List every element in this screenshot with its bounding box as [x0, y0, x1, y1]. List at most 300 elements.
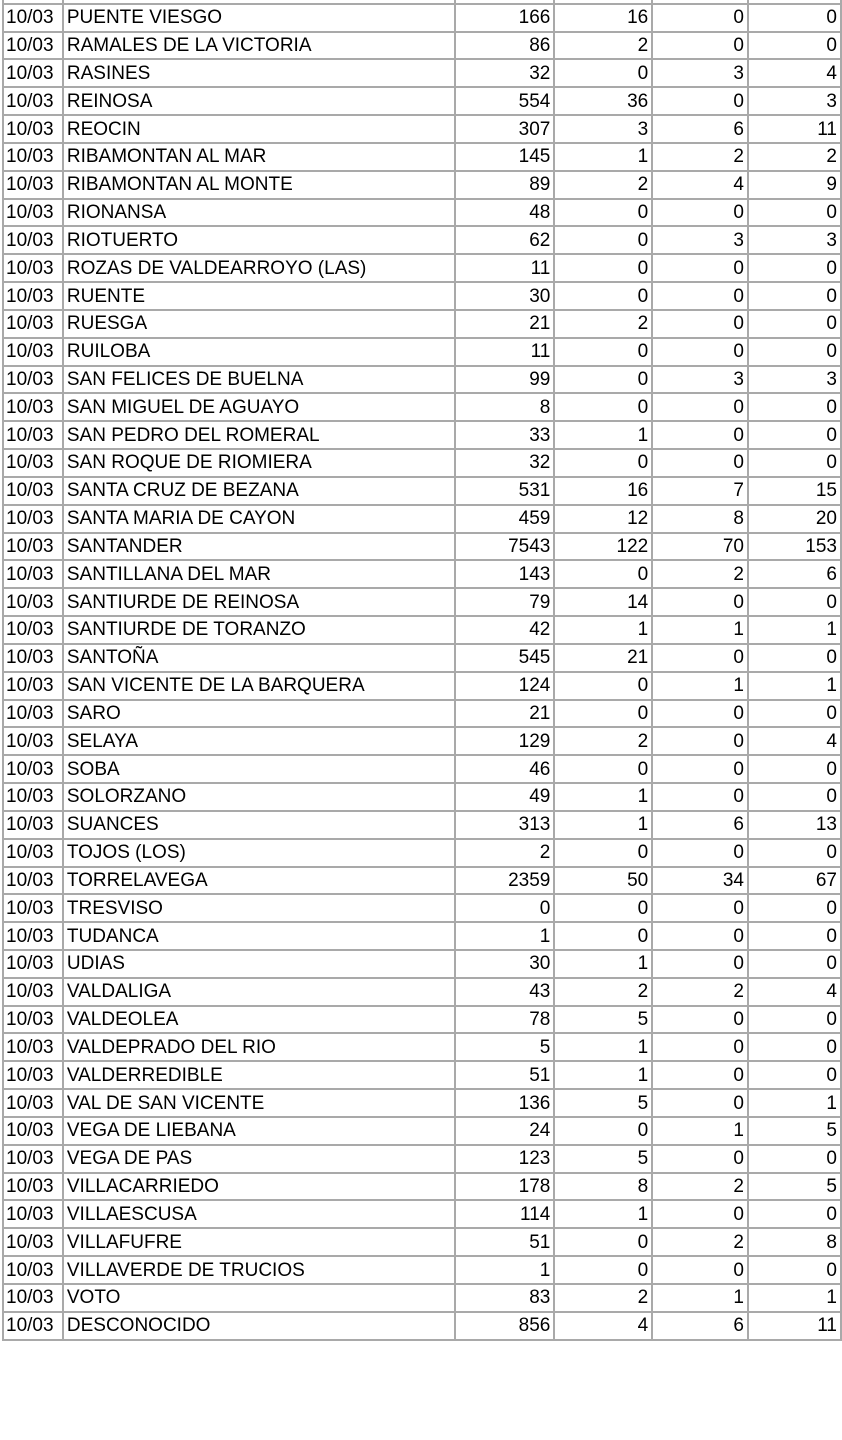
value-cell-2[interactable]: 3	[554, 115, 652, 143]
date-cell[interactable]: 10/03	[3, 226, 63, 254]
date-cell[interactable]: 10/03	[3, 254, 63, 282]
municipality-cell[interactable]: VEGA DE LIEBANA	[63, 1117, 455, 1145]
value-cell-2[interactable]: 5	[554, 1006, 652, 1034]
date-cell[interactable]: 10/03	[3, 1228, 63, 1256]
value-cell-2[interactable]: 0	[554, 672, 652, 700]
value-cell-4[interactable]: 4	[748, 978, 841, 1006]
value-cell-2[interactable]: 2	[554, 310, 652, 338]
date-cell[interactable]: 10/03	[3, 59, 63, 87]
value-cell-1[interactable]: 307	[455, 115, 554, 143]
value-cell-1[interactable]: 145	[455, 143, 554, 171]
date-cell[interactable]: 10/03	[3, 644, 63, 672]
value-cell-2[interactable]: 0	[554, 59, 652, 87]
municipality-cell[interactable]: REINOSA	[63, 87, 455, 115]
value-cell-1[interactable]: 32	[455, 449, 554, 477]
date-cell[interactable]: 10/03	[3, 755, 63, 783]
value-cell-3[interactable]: 0	[652, 393, 748, 421]
date-cell[interactable]: 10/03	[3, 533, 63, 561]
value-cell-1[interactable]: 313	[455, 811, 554, 839]
value-cell-1[interactable]: 166	[455, 4, 554, 32]
date-cell[interactable]: 10/03	[3, 1173, 63, 1201]
value-cell-1[interactable]: 51	[455, 1228, 554, 1256]
value-cell-1[interactable]: 48	[455, 199, 554, 227]
value-cell-3[interactable]: 4	[652, 171, 748, 199]
value-cell-1[interactable]: 83	[455, 1284, 554, 1312]
value-cell-1[interactable]: 78	[455, 1006, 554, 1034]
table-row	[3, 1117, 841, 1145]
date-cell[interactable]: 10/03	[3, 449, 63, 477]
value-cell-1[interactable]: 79	[455, 588, 554, 616]
date-cell[interactable]: 10/03	[3, 1033, 63, 1061]
value-cell-2[interactable]: 36	[554, 87, 652, 115]
municipality-cell[interactable]: VALDERREDIBLE	[63, 1061, 455, 1089]
value-cell-2[interactable]: 1	[554, 1061, 652, 1089]
value-cell-2[interactable]: 0	[554, 1228, 652, 1256]
table-row	[3, 922, 841, 950]
value-cell-1[interactable]: 0	[455, 894, 554, 922]
value-cell-4[interactable]: 8	[748, 1228, 841, 1256]
municipality-cell[interactable]: VILLAVERDE DE TRUCIOS	[63, 1256, 455, 1284]
value-cell-4[interactable]: 20	[748, 505, 841, 533]
value-cell-3[interactable]: 6	[652, 115, 748, 143]
municipality-cell[interactable]: SOBA	[63, 755, 455, 783]
value-cell-3[interactable]: 0	[652, 1089, 748, 1117]
date-cell[interactable]: 10/03	[3, 783, 63, 811]
value-cell-2[interactable]: 0	[554, 1117, 652, 1145]
value-cell-2[interactable]: 50	[554, 867, 652, 895]
municipality-cell[interactable]: TOJOS (LOS)	[63, 839, 455, 867]
value-cell-1[interactable]: 856	[455, 1312, 554, 1340]
municipality-cell[interactable]: SAN VICENTE DE LA BARQUERA	[63, 672, 455, 700]
date-cell[interactable]: 10/03	[3, 4, 63, 32]
date-cell[interactable]: 10/03	[3, 87, 63, 115]
value-cell-3[interactable]: 0	[652, 1006, 748, 1034]
municipality-cell[interactable]: REOCIN	[63, 115, 455, 143]
value-cell-3[interactable]: 3	[652, 59, 748, 87]
value-cell-1[interactable]: 123	[455, 1145, 554, 1173]
municipality-cell[interactable]: SANTANDER	[63, 533, 455, 561]
value-cell-3[interactable]: 1	[652, 1117, 748, 1145]
date-cell[interactable]: 10/03	[3, 1200, 63, 1228]
date-cell[interactable]: 10/03	[3, 616, 63, 644]
value-cell-3[interactable]: 0	[652, 310, 748, 338]
value-cell-4[interactable]: 1	[748, 1089, 841, 1117]
value-cell-4[interactable]: 1	[748, 1284, 841, 1312]
value-cell-1[interactable]: 24	[455, 1117, 554, 1145]
value-cell-2[interactable]: 2	[554, 1284, 652, 1312]
date-cell[interactable]: 10/03	[3, 199, 63, 227]
value-cell-1[interactable]: 11	[455, 254, 554, 282]
value-cell-2[interactable]: 0	[554, 839, 652, 867]
municipality-cell[interactable]: TORRELAVEGA	[63, 867, 455, 895]
value-cell-1[interactable]: 2	[455, 839, 554, 867]
value-cell-3[interactable]: 1	[652, 616, 748, 644]
value-cell-1[interactable]: 143	[455, 560, 554, 588]
value-cell-4[interactable]: 9	[748, 171, 841, 199]
value-cell-3[interactable]: 0	[652, 950, 748, 978]
value-cell-1[interactable]: 531	[455, 477, 554, 505]
value-cell-1[interactable]: 86	[455, 32, 554, 60]
date-cell[interactable]: 10/03	[3, 839, 63, 867]
value-cell-2[interactable]: 1	[554, 421, 652, 449]
value-cell-2[interactable]: 1	[554, 143, 652, 171]
municipality-cell[interactable]: RUILOBA	[63, 338, 455, 366]
table-row	[3, 226, 841, 254]
value-cell-4[interactable]: 0	[748, 644, 841, 672]
value-cell-4[interactable]: 0	[748, 700, 841, 728]
municipality-cell[interactable]: SANTA CRUZ DE BEZANA	[63, 477, 455, 505]
value-cell-4[interactable]: 5	[748, 1117, 841, 1145]
value-cell-4[interactable]: 0	[748, 1256, 841, 1284]
table-row	[3, 505, 841, 533]
value-cell-2[interactable]: 14	[554, 588, 652, 616]
municipality-cell[interactable]: SAN ROQUE DE RIOMIERA	[63, 449, 455, 477]
date-cell[interactable]: 10/03	[3, 366, 63, 394]
municipality-cell[interactable]: SANTIURDE DE TORANZO	[63, 616, 455, 644]
value-cell-4[interactable]: 0	[748, 950, 841, 978]
value-cell-3[interactable]: 3	[652, 226, 748, 254]
value-cell-1[interactable]: 30	[455, 282, 554, 310]
value-cell-1[interactable]: 178	[455, 1173, 554, 1201]
value-cell-3[interactable]: 0	[652, 199, 748, 227]
value-cell-4[interactable]: 5	[748, 1173, 841, 1201]
value-cell-3[interactable]: 0	[652, 922, 748, 950]
value-cell-4[interactable]: 4	[748, 59, 841, 87]
value-cell-2[interactable]: 0	[554, 700, 652, 728]
value-cell-3[interactable]: 0	[652, 588, 748, 616]
value-cell-2[interactable]: 0	[554, 1256, 652, 1284]
value-cell-3[interactable]: 0	[652, 421, 748, 449]
value-cell-2[interactable]: 0	[554, 199, 652, 227]
value-cell-2[interactable]: 0	[554, 282, 652, 310]
value-cell-2[interactable]: 122	[554, 533, 652, 561]
value-cell-2[interactable]: 0	[554, 254, 652, 282]
date-cell[interactable]: 10/03	[3, 978, 63, 1006]
date-cell[interactable]: 10/03	[3, 588, 63, 616]
value-cell-1[interactable]: 43	[455, 978, 554, 1006]
municipality-cell[interactable]: SANTA MARIA DE CAYON	[63, 505, 455, 533]
date-cell[interactable]: 10/03	[3, 1145, 63, 1173]
municipality-cell[interactable]: VILLAFUFRE	[63, 1228, 455, 1256]
date-cell[interactable]: 10/03	[3, 894, 63, 922]
municipality-cell[interactable]: PUENTE VIESGO	[63, 4, 455, 32]
date-cell[interactable]: 10/03	[3, 421, 63, 449]
value-cell-3[interactable]: 6	[652, 811, 748, 839]
date-cell[interactable]: 10/03	[3, 115, 63, 143]
date-cell[interactable]: 10/03	[3, 672, 63, 700]
value-cell-3[interactable]: 3	[652, 366, 748, 394]
municipality-cell[interactable]: ROZAS DE VALDEARROYO (LAS)	[63, 254, 455, 282]
value-cell-4[interactable]: 4	[748, 727, 841, 755]
value-cell-4[interactable]: 13	[748, 811, 841, 839]
value-cell-4[interactable]: 0	[748, 1061, 841, 1089]
value-cell-3[interactable]: 0	[652, 1061, 748, 1089]
value-cell-3[interactable]: 0	[652, 839, 748, 867]
value-cell-2[interactable]: 0	[554, 226, 652, 254]
value-cell-3[interactable]: 34	[652, 867, 748, 895]
municipality-cell[interactable]: VILLAESCUSA	[63, 1200, 455, 1228]
value-cell-2[interactable]: 1	[554, 1200, 652, 1228]
value-cell-1[interactable]: 2359	[455, 867, 554, 895]
value-cell-3[interactable]: 0	[652, 783, 748, 811]
value-cell-4[interactable]: 1	[748, 672, 841, 700]
municipality-cell[interactable]: RASINES	[63, 59, 455, 87]
municipality-cell[interactable]: SANTILLANA DEL MAR	[63, 560, 455, 588]
date-cell[interactable]: 10/03	[3, 171, 63, 199]
municipality-cell[interactable]: RAMALES DE LA VICTORIA	[63, 32, 455, 60]
value-cell-1[interactable]: 62	[455, 226, 554, 254]
municipality-cell[interactable]: RIBAMONTAN AL MAR	[63, 143, 455, 171]
date-cell[interactable]: 10/03	[3, 1256, 63, 1284]
value-cell-1[interactable]: 32	[455, 59, 554, 87]
table-row	[3, 560, 841, 588]
value-cell-2[interactable]: 0	[554, 449, 652, 477]
value-cell-4[interactable]: 0	[748, 1145, 841, 1173]
value-cell-4[interactable]: 0	[748, 421, 841, 449]
municipality-cell[interactable]: TUDANCA	[63, 922, 455, 950]
value-cell-4[interactable]: 15	[748, 477, 841, 505]
value-cell-2[interactable]: 1	[554, 783, 652, 811]
municipality-cell[interactable]: SAN PEDRO DEL ROMERAL	[63, 421, 455, 449]
value-cell-2[interactable]: 2	[554, 32, 652, 60]
date-cell[interactable]: 10/03	[3, 867, 63, 895]
value-cell-2[interactable]: 1	[554, 811, 652, 839]
date-cell[interactable]: 10/03	[3, 1061, 63, 1089]
value-cell-3[interactable]: 0	[652, 32, 748, 60]
value-cell-4[interactable]: 1	[748, 616, 841, 644]
value-cell-1[interactable]: 49	[455, 783, 554, 811]
value-cell-4[interactable]: 0	[748, 588, 841, 616]
municipality-cell[interactable]: DESCONOCIDO	[63, 1312, 455, 1340]
value-cell-1[interactable]: 46	[455, 755, 554, 783]
value-cell-3[interactable]: 0	[652, 1145, 748, 1173]
value-cell-4[interactable]: 0	[748, 922, 841, 950]
value-cell-4[interactable]: 67	[748, 867, 841, 895]
table-row	[3, 727, 841, 755]
value-cell-4[interactable]: 11	[748, 1312, 841, 1340]
value-cell-3[interactable]: 70	[652, 533, 748, 561]
value-cell-1[interactable]: 554	[455, 87, 554, 115]
value-cell-3[interactable]: 0	[652, 644, 748, 672]
date-cell[interactable]: 10/03	[3, 338, 63, 366]
municipality-cell[interactable]: TRESVISO	[63, 894, 455, 922]
value-cell-1[interactable]: 99	[455, 366, 554, 394]
value-cell-4[interactable]: 3	[748, 87, 841, 115]
value-cell-3[interactable]: 0	[652, 700, 748, 728]
municipality-cell[interactable]: VALDALIGA	[63, 978, 455, 1006]
value-cell-1[interactable]: 114	[455, 1200, 554, 1228]
municipality-cell[interactable]: SAN MIGUEL DE AGUAYO	[63, 393, 455, 421]
value-cell-1[interactable]: 30	[455, 950, 554, 978]
value-cell-4[interactable]: 0	[748, 4, 841, 32]
table-row	[3, 644, 841, 672]
value-cell-1[interactable]: 129	[455, 727, 554, 755]
value-cell-2[interactable]: 4	[554, 1312, 652, 1340]
date-cell[interactable]: 10/03	[3, 950, 63, 978]
value-cell-1[interactable]: 8	[455, 393, 554, 421]
municipality-cell[interactable]: UDIAS	[63, 950, 455, 978]
value-cell-4[interactable]: 6	[748, 560, 841, 588]
value-cell-4[interactable]: 11	[748, 115, 841, 143]
value-cell-1[interactable]: 7543	[455, 533, 554, 561]
date-cell[interactable]: 10/03	[3, 1284, 63, 1312]
value-cell-3[interactable]: 0	[652, 254, 748, 282]
value-cell-3[interactable]: 2	[652, 560, 748, 588]
municipality-cell[interactable]: SUANCES	[63, 811, 455, 839]
value-cell-3[interactable]: 0	[652, 1200, 748, 1228]
value-cell-1[interactable]: 11	[455, 338, 554, 366]
value-cell-2[interactable]: 2	[554, 978, 652, 1006]
value-cell-2[interactable]: 16	[554, 477, 652, 505]
value-cell-4[interactable]: 0	[748, 449, 841, 477]
value-cell-3[interactable]: 0	[652, 1033, 748, 1061]
value-cell-4[interactable]: 0	[748, 894, 841, 922]
value-cell-1[interactable]: 545	[455, 644, 554, 672]
date-cell[interactable]: 10/03	[3, 700, 63, 728]
value-cell-2[interactable]: 1	[554, 950, 652, 978]
value-cell-3[interactable]: 0	[652, 894, 748, 922]
value-cell-3[interactable]: 0	[652, 727, 748, 755]
value-cell-4[interactable]: 0	[748, 282, 841, 310]
value-cell-1[interactable]: 89	[455, 171, 554, 199]
value-cell-3[interactable]: 0	[652, 87, 748, 115]
value-cell-4[interactable]: 0	[748, 1033, 841, 1061]
value-cell-2[interactable]: 0	[554, 894, 652, 922]
municipality-cell[interactable]: SARO	[63, 700, 455, 728]
municipality-cell[interactable]: SAN FELICES DE BUELNA	[63, 366, 455, 394]
value-cell-1[interactable]: 21	[455, 700, 554, 728]
value-cell-4[interactable]: 0	[748, 338, 841, 366]
value-cell-3[interactable]: 0	[652, 1256, 748, 1284]
value-cell-4[interactable]: 0	[748, 254, 841, 282]
value-cell-4[interactable]: 3	[748, 226, 841, 254]
table-row	[3, 254, 841, 282]
value-cell-2[interactable]: 1	[554, 616, 652, 644]
value-cell-2[interactable]: 12	[554, 505, 652, 533]
date-cell[interactable]: 10/03	[3, 1312, 63, 1340]
municipality-cell[interactable]: VILLACARRIEDO	[63, 1173, 455, 1201]
value-cell-2[interactable]: 0	[554, 755, 652, 783]
value-cell-1[interactable]: 21	[455, 310, 554, 338]
municipality-cell[interactable]: VAL DE SAN VICENTE	[63, 1089, 455, 1117]
value-cell-1[interactable]: 136	[455, 1089, 554, 1117]
value-cell-3[interactable]: 2	[652, 1228, 748, 1256]
value-cell-3[interactable]: 0	[652, 755, 748, 783]
date-cell[interactable]: 10/03	[3, 32, 63, 60]
date-cell[interactable]: 10/03	[3, 282, 63, 310]
value-cell-2[interactable]: 2	[554, 727, 652, 755]
value-cell-4[interactable]: 0	[748, 783, 841, 811]
date-cell[interactable]: 10/03	[3, 922, 63, 950]
value-cell-4[interactable]: 0	[748, 393, 841, 421]
value-cell-4[interactable]: 0	[748, 1006, 841, 1034]
value-cell-4[interactable]: 3	[748, 366, 841, 394]
value-cell-1[interactable]: 33	[455, 421, 554, 449]
value-cell-2[interactable]: 0	[554, 393, 652, 421]
value-cell-1[interactable]: 124	[455, 672, 554, 700]
municipality-cell[interactable]: SANTOÑA	[63, 644, 455, 672]
value-cell-2[interactable]: 5	[554, 1145, 652, 1173]
value-cell-1[interactable]: 42	[455, 616, 554, 644]
value-cell-2[interactable]: 21	[554, 644, 652, 672]
value-cell-1[interactable]: 51	[455, 1061, 554, 1089]
value-cell-4[interactable]: 2	[748, 143, 841, 171]
value-cell-3[interactable]: 2	[652, 143, 748, 171]
date-cell[interactable]: 10/03	[3, 727, 63, 755]
spreadsheet-table	[2, 0, 842, 1341]
value-cell-4[interactable]: 0	[748, 755, 841, 783]
value-cell-4[interactable]: 0	[748, 1200, 841, 1228]
date-cell[interactable]: 10/03	[3, 310, 63, 338]
municipality-cell[interactable]: VALDEPRADO DEL RIO	[63, 1033, 455, 1061]
table-row	[3, 1033, 841, 1061]
municipality-cell[interactable]: SOLORZANO	[63, 783, 455, 811]
date-cell[interactable]: 10/03	[3, 1006, 63, 1034]
date-cell[interactable]: 10/03	[3, 1117, 63, 1145]
municipality-cell[interactable]: SELAYA	[63, 727, 455, 755]
date-cell[interactable]: 10/03	[3, 1089, 63, 1117]
value-cell-3[interactable]: 2	[652, 1173, 748, 1201]
value-cell-4[interactable]: 0	[748, 32, 841, 60]
value-cell-4[interactable]: 0	[748, 199, 841, 227]
value-cell-4[interactable]: 0	[748, 310, 841, 338]
value-cell-1[interactable]: 1	[455, 922, 554, 950]
date-cell[interactable]: 10/03	[3, 505, 63, 533]
value-cell-3[interactable]: 0	[652, 338, 748, 366]
value-cell-1[interactable]: 1	[455, 1256, 554, 1284]
value-cell-3[interactable]: 6	[652, 1312, 748, 1340]
municipality-cell[interactable]: VOTO	[63, 1284, 455, 1312]
value-cell-2[interactable]: 0	[554, 560, 652, 588]
municipality-cell[interactable]: RUESGA	[63, 310, 455, 338]
municipality-cell[interactable]: RIBAMONTAN AL MONTE	[63, 171, 455, 199]
table-row	[3, 700, 841, 728]
date-cell[interactable]: 10/03	[3, 477, 63, 505]
municipality-cell[interactable]: RIOTUERTO	[63, 226, 455, 254]
value-cell-2[interactable]: 5	[554, 1089, 652, 1117]
value-cell-3[interactable]: 0	[652, 4, 748, 32]
date-cell[interactable]: 10/03	[3, 143, 63, 171]
table-row	[3, 1312, 841, 1340]
value-cell-2[interactable]: 1	[554, 1033, 652, 1061]
value-cell-2[interactable]: 0	[554, 338, 652, 366]
value-cell-3[interactable]: 1	[652, 1284, 748, 1312]
value-cell-1[interactable]: 459	[455, 505, 554, 533]
value-cell-3[interactable]: 8	[652, 505, 748, 533]
value-cell-2[interactable]: 2	[554, 171, 652, 199]
value-cell-3[interactable]: 0	[652, 282, 748, 310]
value-cell-4[interactable]: 153	[748, 533, 841, 561]
value-cell-4[interactable]: 0	[748, 839, 841, 867]
municipality-cell[interactable]: VALDEOLEA	[63, 1006, 455, 1034]
municipality-cell[interactable]: VEGA DE PAS	[63, 1145, 455, 1173]
municipality-cell[interactable]: RIONANSA	[63, 199, 455, 227]
value-cell-3[interactable]: 2	[652, 978, 748, 1006]
municipality-cell[interactable]: SANTIURDE DE REINOSA	[63, 588, 455, 616]
value-cell-1[interactable]: 5	[455, 1033, 554, 1061]
value-cell-2[interactable]: 8	[554, 1173, 652, 1201]
municipality-cell[interactable]: RUENTE	[63, 282, 455, 310]
date-cell[interactable]: 10/03	[3, 811, 63, 839]
value-cell-2[interactable]: 0	[554, 366, 652, 394]
value-cell-3[interactable]: 1	[652, 672, 748, 700]
value-cell-2[interactable]: 0	[554, 922, 652, 950]
value-cell-2[interactable]: 16	[554, 4, 652, 32]
date-cell[interactable]: 10/03	[3, 560, 63, 588]
value-cell-3[interactable]: 0	[652, 449, 748, 477]
date-cell[interactable]: 10/03	[3, 393, 63, 421]
value-cell-3[interactable]: 7	[652, 477, 748, 505]
